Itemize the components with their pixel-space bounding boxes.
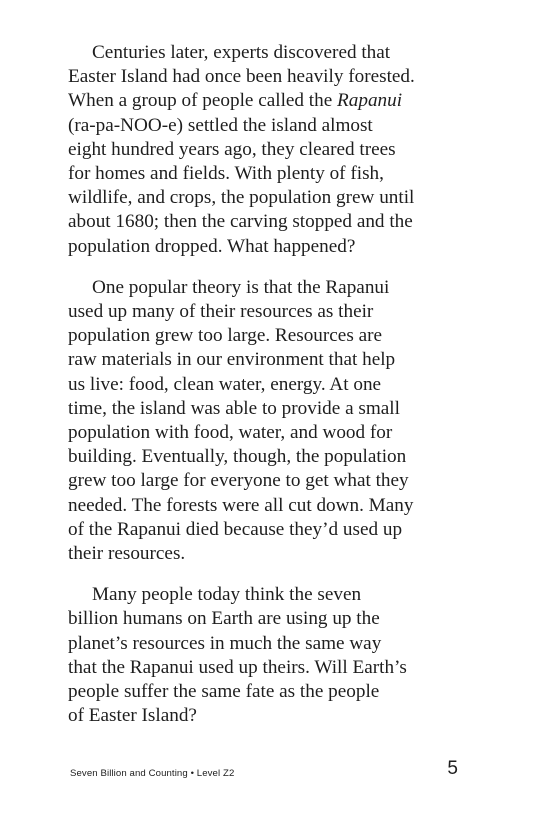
text-line: that the Rapanui used up theirs. Will Earth’s bbox=[68, 656, 407, 678]
text-line: of the Rapanui died because they’d used up bbox=[68, 518, 403, 540]
text-segment: When a group of people called the bbox=[68, 90, 338, 112]
text-line: about 1680; then the carving stopped and the bbox=[68, 211, 413, 233]
footer-book-title: Seven Billion and Counting • Level Z2 bbox=[70, 768, 235, 779]
paragraph-earth-comparison bbox=[68, 583, 468, 728]
text-line: Many people today think the seven bbox=[92, 584, 362, 606]
text-line: billion humans on Earth are using up the bbox=[68, 608, 380, 630]
text-line: their resources. bbox=[68, 543, 186, 565]
text-line: population with food, water, and wood for bbox=[68, 422, 393, 444]
text-line: One popular theory is that the Rapanui bbox=[92, 276, 390, 298]
text-line: raw materials in our environment that help bbox=[68, 349, 396, 371]
text-line: used up many of their resources as their bbox=[68, 301, 374, 323]
text-line: building. Eventually, though, the population bbox=[68, 446, 407, 468]
page-number: 5 bbox=[447, 758, 458, 779]
text-line bbox=[68, 89, 468, 113]
body-text bbox=[68, 41, 468, 728]
text-line: needed. The forests were all cut down. Many bbox=[68, 494, 414, 516]
italic-term-rapanui: Rapanui bbox=[337, 90, 403, 112]
text-line: of Easter Island? bbox=[68, 705, 197, 727]
text-line: people suffer the same fate as the people bbox=[68, 681, 380, 703]
paragraph-easter-island-history bbox=[68, 41, 468, 259]
text-line: us live: food, clean water, energy. At one bbox=[68, 373, 382, 395]
text-line: (ra-pa-NOO-e) settled the island almost bbox=[68, 114, 373, 136]
text-line: grew too large for everyone to get what they bbox=[68, 470, 409, 492]
text-line: wildlife, and crops, the population grew until bbox=[68, 187, 415, 209]
text-line: Centuries later, experts discovered that bbox=[92, 42, 391, 63]
paragraph-resources-theory bbox=[68, 276, 468, 566]
text-line: time, the island was able to provide a small bbox=[68, 397, 400, 419]
text-line: eight hundred years ago, they cleared trees bbox=[68, 138, 396, 160]
text-line: Easter Island had once been heavily forested. bbox=[68, 66, 415, 88]
text-line: planet’s resources in much the same way bbox=[68, 632, 382, 654]
text-line: population grew too large. Resources are bbox=[68, 325, 383, 347]
text-line: for homes and fields. With plenty of fish, bbox=[68, 163, 384, 185]
text-line: population dropped. What happened? bbox=[68, 235, 356, 257]
